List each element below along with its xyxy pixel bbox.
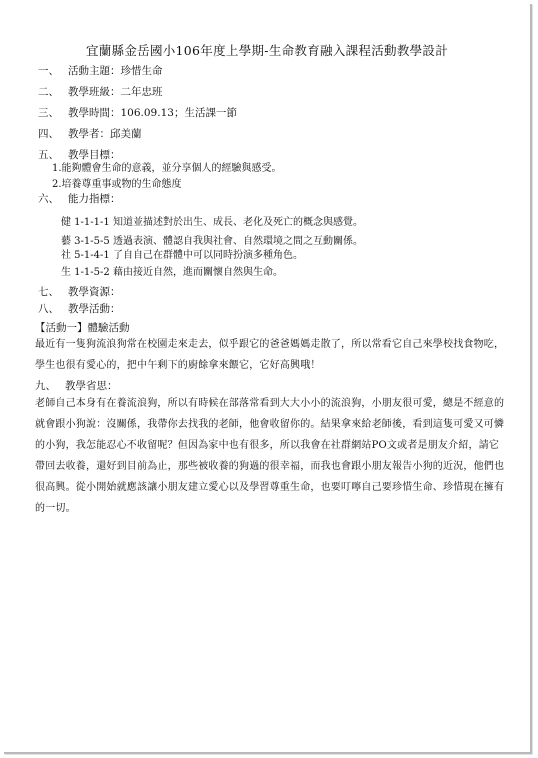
section-activities <box>38 301 121 316</box>
section-class <box>38 84 163 99</box>
section-text: 教學省思： <box>65 380 118 392</box>
document-page <box>4 4 532 754</box>
section-text: 教學活動： <box>68 303 121 315</box>
indicator-item: 生 1-1-5-2 藉由接近自然，進而關懷自然與生命。 <box>61 267 283 278</box>
section-number: 三、 <box>38 107 59 119</box>
section-number: 二、 <box>38 86 59 98</box>
section-activity-theme <box>38 63 163 78</box>
document-title: 宜蘭縣金岳國小106年度上學期-生命教育融入課程活動教學設計 <box>85 43 449 58</box>
section-text: 活動主題：珍惜生命 <box>68 65 163 77</box>
section-resources <box>38 284 121 299</box>
indicator-item: 社 5-1-4-1 了自自己在群體中可以同時扮演多種角色。 <box>61 250 303 261</box>
section-number: 八、 <box>38 303 59 315</box>
section-number: 六、 <box>38 193 59 205</box>
section-reflection <box>35 378 118 393</box>
section-text: 教學目標： <box>68 149 121 161</box>
goal-item: 1.能夠體會生命的意義，並分享個人的經驗與感受。 <box>52 163 282 174</box>
section-text: 教學時間：106.09.13；生活課一節 <box>68 107 237 119</box>
section-indicators <box>38 191 121 206</box>
section-number: 七、 <box>38 286 59 298</box>
goal-item: 2.培養尊重事或物的生命態度 <box>52 179 182 190</box>
activity-paragraph: 最近有一隻狗流浪狗常在校園走來走去，似乎跟它的爸爸媽媽走散了，所以常看它自己來學校找食物吃，學生也很有愛心的，把中午剩下的廚餘拿來餵它，它好高興哦！ <box>35 339 505 371</box>
section-teacher <box>38 126 142 141</box>
section-text: 教學資源： <box>68 286 121 298</box>
section-number: 四、 <box>38 128 59 140</box>
reflection-paragraph: 老師自己本身有在養流浪狗，所以有時候在部落常看到大大小小的流浪狗，小朋友很可愛，總是不經意的就會跟小狗說：沒關係，我帶你去找我的老師，他會收留你的。結果拿來給老師後，看到這隻可愛又可憐的小狗，我怎能忍心不收留呢？但因為家中也有很多，所以我會在社群網站PO文或者是朋友介紹，請它帶回去收養，還好到目前為止，那些被收養的狗過的很幸福，而我也會跟小朋友報告小狗的近況，他們也很高興。從小開始就應該讓小朋友建立愛心以及學習尊重生命，也要叮嚀自己要珍惜生命、珍惜現在擁有的一切。 <box>35 398 505 514</box>
section-text: 能力指標： <box>68 193 121 205</box>
indicator-item: 健 1-1-1-1 知道並描述對於出生、成長、老化及死亡的概念與感覺。 <box>61 217 363 228</box>
indicator-item: 藝 3-1-5-5 透過表演、體認自我與社會、自然環境之間之互動關係。 <box>61 236 363 247</box>
section-time <box>38 105 237 120</box>
section-text: 教學者：邱美蘭 <box>68 128 142 140</box>
activity-heading: 【活動一】體驗活動 <box>35 322 130 334</box>
section-number: 九、 <box>35 380 56 392</box>
section-text: 教學班級：二年忠班 <box>68 86 163 98</box>
section-number: 五、 <box>38 149 59 161</box>
section-number: 一、 <box>38 65 59 77</box>
